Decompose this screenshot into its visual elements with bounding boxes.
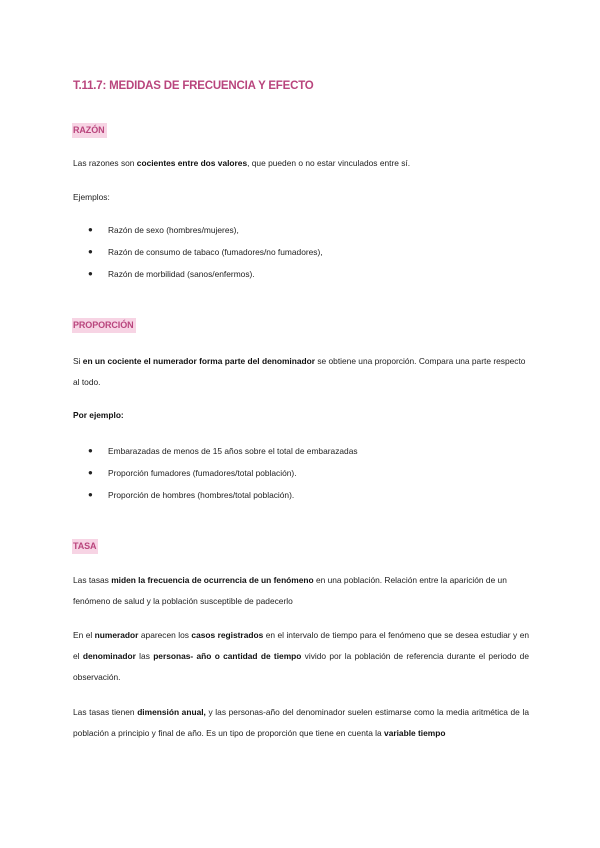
- list-item: ● Proporción fumadores (fumadores/total población).: [88, 462, 358, 484]
- list-item: ● Embarazadas de menos de 15 años sobre el total de embarazadas: [88, 440, 358, 462]
- bullet-icon: ●: [88, 247, 93, 256]
- heading-razon: RAZÓN: [72, 123, 107, 138]
- tasa-definition-bold: miden la frecuencia de ocurrencia de un fenómeno: [111, 575, 314, 585]
- proporcion-definition-bold: en un cociente el numerador forma parte del denominador: [82, 356, 315, 366]
- razon-definition-bold: cocientes entre dos valores: [136, 158, 248, 168]
- list-item: ● Proporción de hombres (hombres/total población).: [88, 484, 358, 506]
- bullet-icon: ●: [88, 269, 93, 278]
- document-title: T.11.7: MEDIDAS DE FRECUENCIA Y EFECTO: [73, 80, 314, 92]
- list-item: ● Razón de morbilidad (sanos/enfermos).: [88, 263, 323, 285]
- bullet-icon: ●: [88, 446, 93, 455]
- list-item: ● Razón de sexo (hombres/mujeres),: [88, 219, 323, 241]
- bullet-icon: ●: [88, 225, 93, 234]
- tasa-definition: Las tasas miden la frecuencia de ocurrencia de un fenómeno en una población. Relación entre la aparición de un fenómeno de salud y la población susceptible de padecerlo: [73, 575, 507, 606]
- proporcion-examples-list: [88, 440, 358, 506]
- heading-proporcion: PROPORCIÓN: [72, 318, 136, 333]
- proporcion-examples-label: Por ejemplo:: [73, 410, 124, 420]
- proporcion-definition: Si en un cociente el numerador forma parte del denominador se obtiene una proporción. Compara una parte respecto al todo.: [73, 356, 526, 387]
- tasa-numerador-paragraph: En el numerador aparecen los casos registrados en el intervalo de tiempo para el fenómeno que se desea estudiar y en el denominador las personas- año o cantidad de tiempo vivido por la población de referencia durante el periodo de observación.: [73, 630, 530, 682]
- bullet-icon: ●: [88, 468, 93, 477]
- razon-definition: Las razones son cocientes entre dos valores, que pueden o no estar vinculados entre sí.: [73, 158, 411, 168]
- bullet-icon: ●: [88, 490, 93, 499]
- list-item: ● Razón de consumo de tabaco (fumadores/no fumadores),: [88, 241, 323, 263]
- razon-examples-list: [88, 219, 323, 285]
- tasa-dimension-paragraph: Las tasas tienen dimensión anual, y las personas-año del denominador suelen estimarse como la media aritmética de la población a principio y final de año. Es un tipo de proporción que tiene en cuenta la variable tiempo: [73, 707, 529, 738]
- razon-examples-label: Ejemplos:: [73, 192, 110, 202]
- heading-tasa: TASA: [72, 539, 98, 554]
